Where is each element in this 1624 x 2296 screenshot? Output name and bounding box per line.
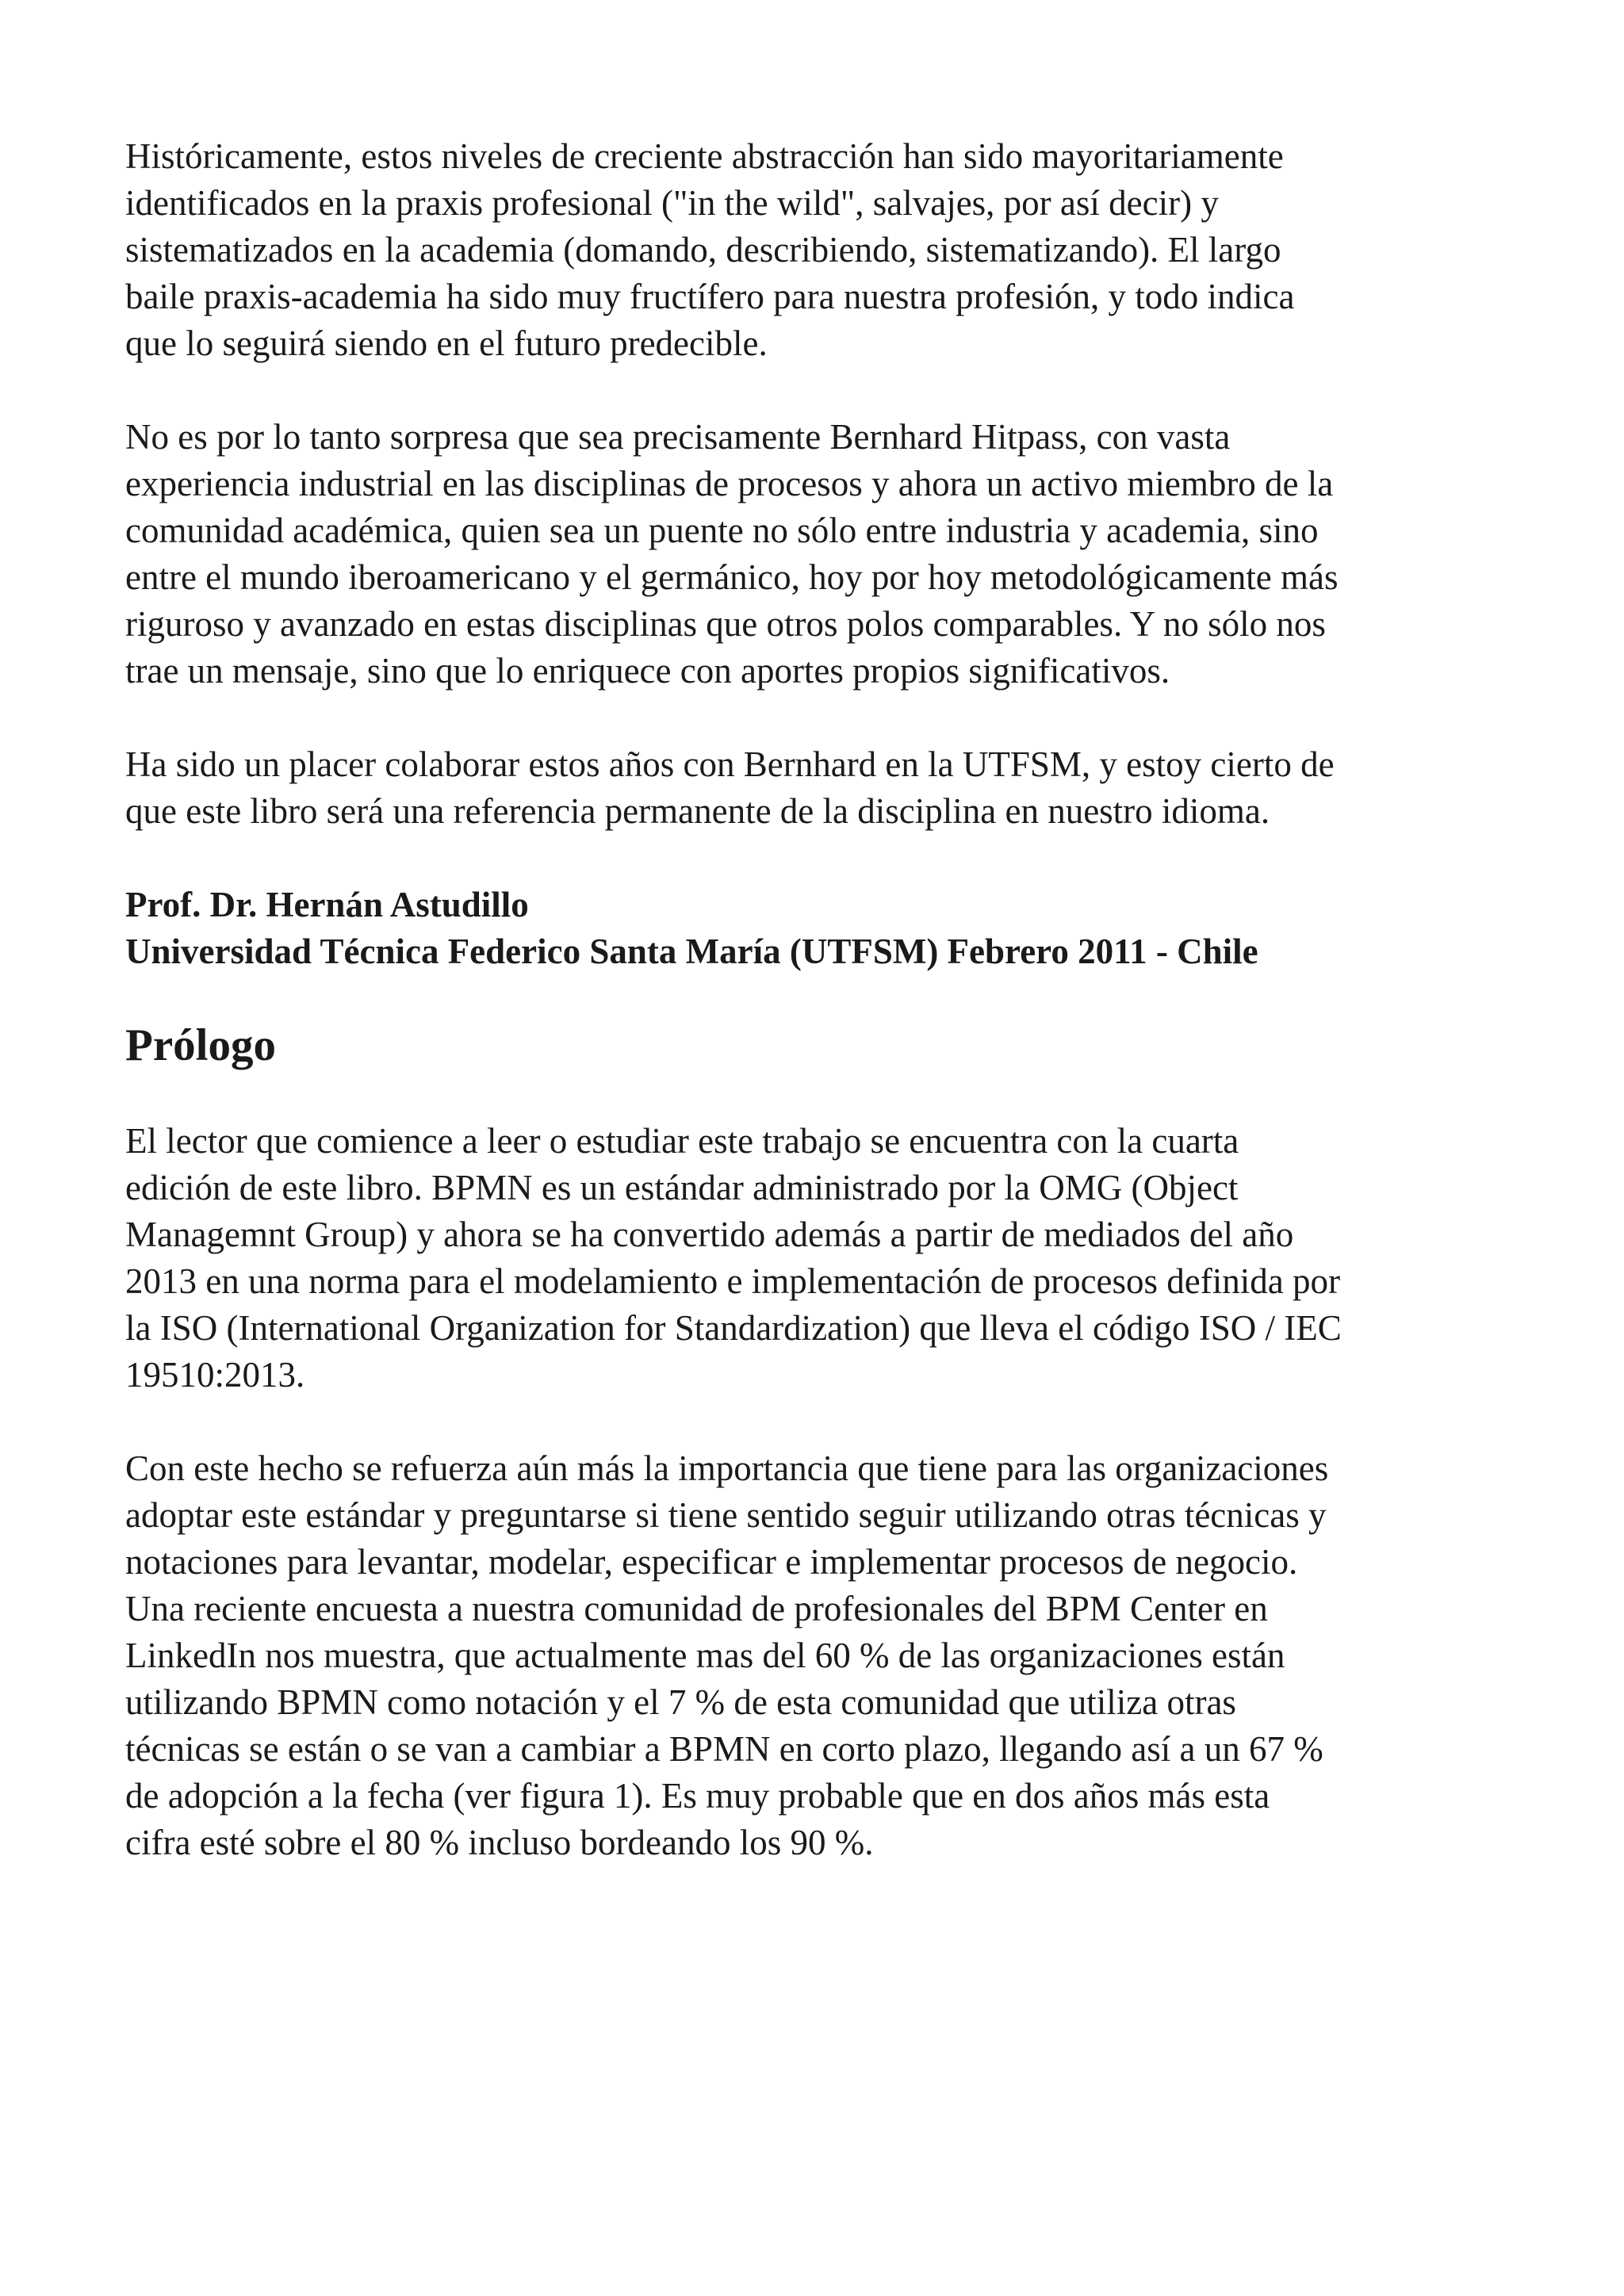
document-page	[125, 133, 1521, 1913]
foreword-paragraph-3: Ha sido un placer colaborar estos años con Bernhard en la UTFSM, y estoy cierto de que este libro será una referencia permanente de la disciplina en nuestro idioma.	[125, 744, 1335, 831]
prologue-paragraph-2: Con este hecho se refuerza aún más la importancia que tiene para las organizaciones adoptar este estándar y preguntarse si tiene sentido seguir utilizando otras técnicas y notaciones para levantar, modelar, especificar e implementar procesos de negocio. Una reciente encuesta a nuestra comunidad de profesionales del BPM Center en LinkedIn nos muestra, que actualmente mas del 60 % de las organizaciones están utilizando BPMN como notación y el 7 % de esta comunidad que utiliza otras técnicas se están o se van a cambiar a BPMN en corto plazo, llegando así a un 67 % de adopción a la fecha (ver figura 1). Es muy probable que en dos años más esta cifra esté sobre el 80 % incluso bordeando los 90 %.	[125, 1448, 1329, 1862]
signature-block	[125, 882, 1521, 975]
foreword-paragraph-2: No es por lo tanto sorpresa que sea precisamente Bernhard Hitpass, con vasta experiencia industrial en las disciplinas de procesos y ahora un activo miembro de la comunidad académica, quien sea un puente no sólo entre industria y academia, sino entre el mundo iberoamericano y el germánico, hoy por hoy metodológicamente más riguroso y avanzado en estas disciplinas que otros polos comparables. Y no sólo nos trae un mensaje, sino que lo enriquece con aportes propios significativos.	[125, 417, 1339, 691]
foreword-paragraph-1: Históricamente, estos niveles de creciente abstracción han sido mayoritariamente identificados en la praxis profesional ("in the wild", salvajes, por así decir) y sistematizados en la academia (domando, describiendo, sistematizando). El largo baile praxis-academia ha sido muy fructífero para nuestra profesión, y todo indica que lo seguirá siendo en el futuro predecible.	[125, 136, 1295, 363]
prologue-paragraph-1: El lector que comience a leer o estudiar este trabajo se encuentra con la cuarta edición de este libro. BPMN es un estándar administrado por la OMG (Object Managemnt Group) y ahora se ha convertido además a partir de mediados del año 2013 en una norma para el modelamiento e implementación de procesos definida por la ISO (International Organization for Standardization) que lleva el código ISO / IEC 19510:2013.	[125, 1121, 1342, 1395]
signature-name: Prof. Dr. Hernán Astudillo	[125, 885, 529, 924]
signature-affiliation: Universidad Técnica Federico Santa María (UTFSM) Febrero 2011 - Chile	[125, 932, 1258, 971]
prologue-heading: Prólogo	[125, 1020, 276, 1070]
